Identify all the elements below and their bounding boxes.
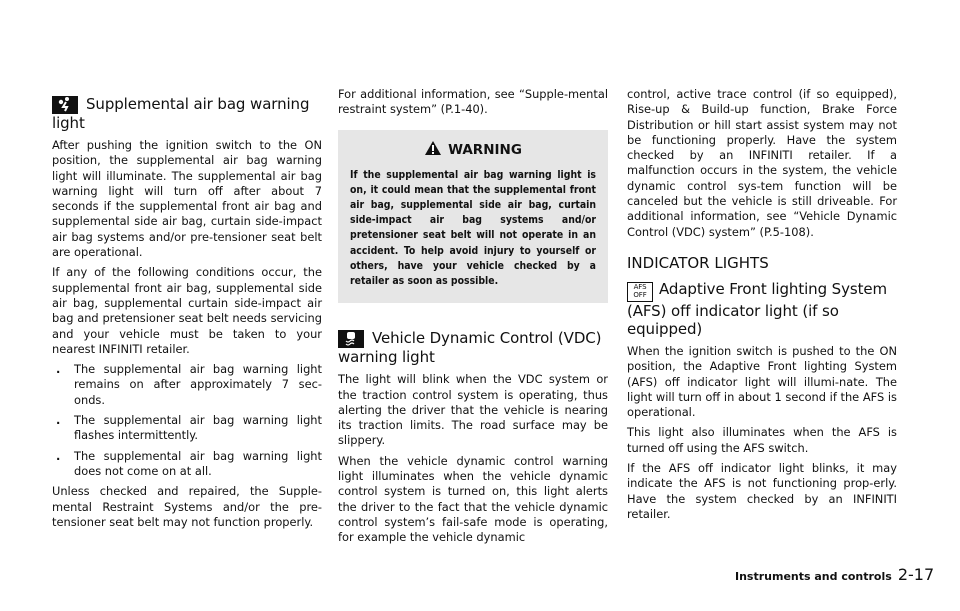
list-item: . The supplemental air bag warning light does not come on at all. <box>56 448 322 478</box>
column-2 <box>338 87 608 550</box>
list-item: . The supplemental air bag warning light flashes intermittently. <box>56 413 322 443</box>
airbag-paragraph-1: After pushing the ignition switch to the ON position, the supplemental air bag warning light will illuminate. The supplemental air bag warning light will turn off after about 7 seconds if the supplemental front air bag and supplemental side air bag, curtain side-impact air bag systems and/or pre-tensioner seat belt are operational. <box>52 138 322 260</box>
page-number: 2-17 <box>897 565 935 584</box>
afs-paragraph-3: If the AFS off indicator light blinks, it may indicate the AFS is not functioning prop-erly. Have the system checked by an INFINITI retailer. <box>627 461 897 521</box>
afs-off-icon: AFS OFF <box>627 282 653 302</box>
warning-title: WARNING <box>350 140 596 160</box>
airbag-warning-heading: Supplemental air bag warning light <box>52 95 310 132</box>
warning-triangle-icon <box>424 140 442 160</box>
indicator-lights-title: INDICATOR LIGHTS <box>627 253 769 272</box>
vdc-warning-heading: Vehicle Dynamic Control (VDC) warning light <box>338 329 602 367</box>
warning-box <box>338 130 608 304</box>
column-3 <box>627 87 897 527</box>
afs-paragraph-1: When the ignition switch is pushed to the ON position, the Adaptive Front lighting System (AFS) off indicator light will illumi-nate. The light will turn off in about 1 second if the AFS is operational. <box>627 343 897 420</box>
afs-paragraph-2: This light also illuminates when the AFS is turned off using the AFS switch. <box>627 425 897 455</box>
vdc-continued-paragraph: control, active trace control (if so equipped), Rise-up & Build-up function, Brake Force Distribution or hill start assist system may not be functioning properly. Have the system checked by an INFINITI retailer. If a malfunction occurs in the system, the vehicle dynamic control sys-tem function will be canceled but the vehicle is still driveable. For additional information, see “Vehicle Dynamic Control (VDC) system” (P.5-108). <box>627 87 897 239</box>
additional-info-paragraph: For additional information, see “Supple-mental restraint system” (P.1-40). <box>338 87 608 117</box>
airbag-conditions-list <box>52 362 322 479</box>
vdc-paragraph-1: The light will blink when the VDC system or the traction control system is operating, thus alerting the driver that the vehicle is nearing its traction limits. The road surface may be slippery. <box>338 372 608 448</box>
airbag-person-icon <box>52 96 78 114</box>
footer-section: Instruments and controls <box>735 570 892 583</box>
column-1 <box>52 95 322 535</box>
skid-car-icon <box>338 330 364 348</box>
vdc-paragraph-2: When the vehicle dynamic control warning light illuminates when the vehicle dynamic control system is turned on, this light alerts the driver to the fact that the vehicle dynamic control system’s fail-safe mode is operating, for example the vehicle dynamic <box>338 453 608 545</box>
list-item: . The supplemental air bag warning light remains on after approximately 7 sec-onds. <box>56 362 322 407</box>
airbag-paragraph-2: If any of the following conditions occur, the supplemental front air bag, supplemental side air bag, supplemental curtain side-impact air bag and pretensioner seat belt needs servicing and your vehicle must be taken to your nearest INFINITI retailer. <box>52 265 322 356</box>
warning-text: If the supplemental air bag warning light is on, it could mean that the supplemental front air bag, supplemental side air bag, curtain side-impact air bag systems and/or pretensioner seat belt will not operate in an accident. To help avoid injury to yourself or others, have your vehicle checked by a retailer as soon as possible. <box>350 168 596 288</box>
page-footer <box>735 565 934 584</box>
airbag-paragraph-3: Unless checked and repaired, the Supple-mental Restraint Systems and/or the pre-tensioner seat belt may not function properly. <box>52 484 322 529</box>
afs-heading: AFS OFF Adaptive Front lighting System (AFS) off indicator light (if so equipped) <box>627 279 888 338</box>
